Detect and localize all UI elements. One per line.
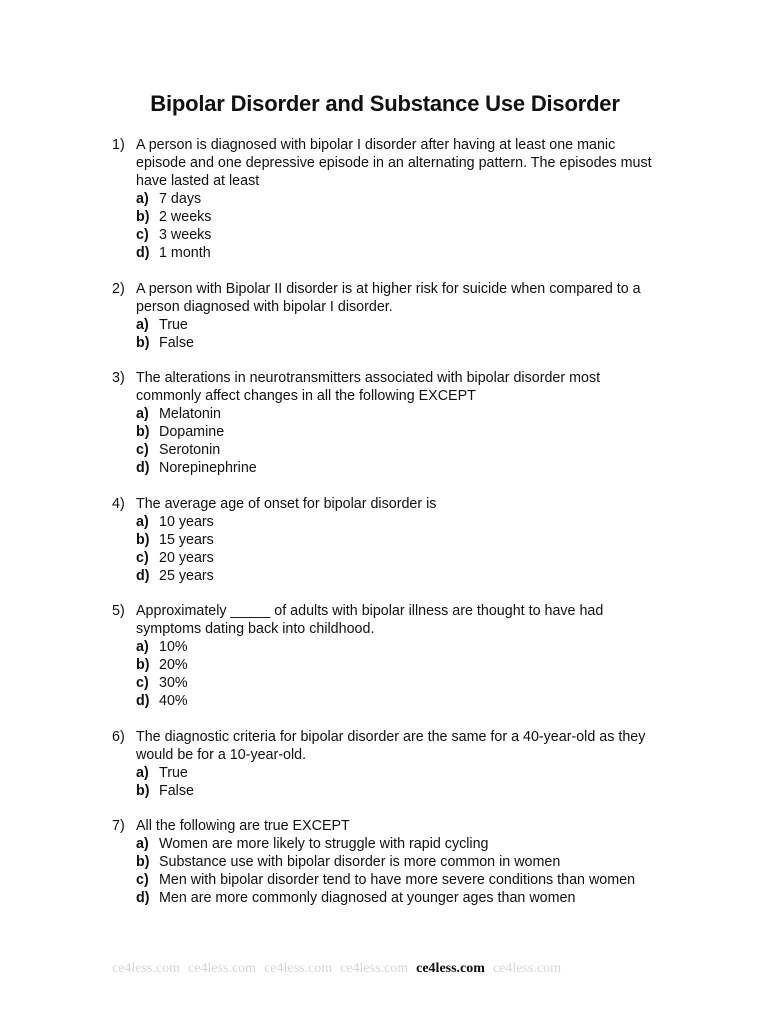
option-text: Norepinephrine bbox=[159, 460, 257, 476]
answer-option bbox=[136, 405, 652, 423]
option-letter: a) bbox=[136, 316, 149, 333]
option-letter: a) bbox=[136, 191, 149, 207]
option-text: Women are more likely to struggle with rapid cycling bbox=[159, 836, 489, 852]
option-letter: c) bbox=[136, 872, 149, 888]
answer-option bbox=[136, 549, 652, 567]
answer-option bbox=[136, 423, 652, 441]
answer-option bbox=[136, 889, 652, 907]
option-text: 10 years bbox=[159, 513, 214, 530]
option-text: Men with bipolar disorder tend to have more severe conditions than women bbox=[159, 872, 636, 888]
answer-option bbox=[136, 835, 652, 853]
answer-options bbox=[136, 835, 652, 907]
option-text: False bbox=[159, 782, 194, 799]
option-letter: c) bbox=[136, 442, 149, 458]
option-text: 20% bbox=[159, 657, 188, 673]
question-item bbox=[112, 136, 652, 262]
option-text: 3 weeks bbox=[159, 227, 212, 243]
answer-option bbox=[136, 674, 652, 692]
option-text: 10% bbox=[159, 639, 188, 655]
option-text: 7 days bbox=[159, 191, 202, 207]
question-number: 1) bbox=[112, 137, 125, 153]
answer-option bbox=[136, 692, 652, 710]
option-letter: b) bbox=[136, 334, 150, 351]
question-number: 7) bbox=[112, 818, 125, 834]
watermark-text: ce4less.com bbox=[264, 961, 333, 976]
watermark-text: ce4less.com bbox=[188, 961, 257, 976]
question-number: 2) bbox=[112, 280, 125, 297]
option-letter: b) bbox=[136, 424, 150, 440]
option-letter: d) bbox=[136, 245, 150, 261]
option-text: True bbox=[159, 316, 188, 333]
option-text: True bbox=[159, 764, 188, 781]
answer-options bbox=[136, 190, 652, 262]
option-letter: d) bbox=[136, 460, 150, 476]
answer-option bbox=[136, 208, 652, 226]
option-text: 20 years bbox=[159, 549, 214, 566]
option-letter: d) bbox=[136, 693, 150, 709]
answer-option bbox=[136, 531, 652, 549]
question-text: All the following are true EXCEPT bbox=[136, 818, 350, 834]
answer-option bbox=[136, 871, 652, 889]
answer-option bbox=[136, 782, 652, 800]
question-number: 5) bbox=[112, 603, 125, 619]
option-text: Melatonin bbox=[159, 406, 221, 422]
watermark-text: ce4less.com bbox=[492, 961, 561, 976]
answer-options bbox=[136, 513, 652, 585]
option-letter: b) bbox=[136, 209, 150, 225]
option-text: Substance use with bipolar disorder is more common in women bbox=[159, 854, 561, 870]
question-number: 4) bbox=[112, 495, 125, 512]
option-text: 1 month bbox=[159, 245, 211, 261]
question-number: 6) bbox=[112, 728, 125, 745]
answer-option bbox=[136, 638, 652, 656]
option-text: 40% bbox=[159, 693, 188, 709]
answer-option bbox=[136, 764, 652, 782]
option-text: Dopamine bbox=[159, 424, 225, 440]
question-item bbox=[112, 728, 652, 800]
option-letter: b) bbox=[136, 531, 150, 548]
question-text: A person with Bipolar II disorder is at higher risk for suicide when compared to a person diagnosed with bipolar I disorder. bbox=[136, 280, 641, 315]
question-text: Approximately _____ of adults with bipolar illness are thought to have had symptoms dating back into childhood. bbox=[136, 603, 604, 637]
question-text: The average age of onset for bipolar disorder is bbox=[136, 495, 437, 512]
footer-watermark bbox=[112, 961, 672, 977]
option-letter: a) bbox=[136, 406, 149, 422]
answer-options bbox=[136, 638, 652, 710]
option-text: Serotonin bbox=[159, 442, 221, 458]
option-letter: c) bbox=[136, 675, 149, 691]
option-text: 15 years bbox=[159, 531, 214, 548]
question-item bbox=[112, 602, 652, 710]
option-letter: d) bbox=[136, 567, 150, 584]
answer-option bbox=[136, 853, 652, 871]
question-item bbox=[112, 495, 652, 585]
question-text: A person is diagnosed with bipolar I disorder after having at least one manic episode and one depressive episode in an alternating pattern. The episodes must have lasted at least bbox=[136, 137, 652, 189]
answer-option bbox=[136, 567, 652, 585]
option-text: 2 weeks bbox=[159, 209, 212, 225]
option-letter: c) bbox=[136, 227, 149, 243]
question-item bbox=[112, 369, 652, 477]
watermark-text: ce4less.com bbox=[112, 961, 181, 976]
answer-option bbox=[136, 334, 652, 352]
answer-options bbox=[136, 405, 652, 477]
footer-brand-link[interactable]: ce4less.com bbox=[416, 961, 485, 976]
option-letter: b) bbox=[136, 854, 150, 870]
question-text: The diagnostic criteria for bipolar disorder are the same for a 40-year-old as they would be for a 10-year-old. bbox=[136, 728, 646, 763]
option-letter: b) bbox=[136, 782, 150, 799]
watermark-text: ce4less.com bbox=[340, 961, 409, 976]
question-list bbox=[112, 136, 652, 925]
question-text: The alterations in neurotransmitters associated with bipolar disorder most commonly affect changes in all the following EXCEPT bbox=[136, 370, 601, 404]
answer-option bbox=[136, 459, 652, 477]
option-letter: d) bbox=[136, 890, 150, 906]
option-text: 30% bbox=[159, 675, 188, 691]
answer-option bbox=[136, 316, 652, 334]
answer-option bbox=[136, 441, 652, 459]
option-letter: c) bbox=[136, 549, 149, 566]
question-item bbox=[112, 817, 652, 907]
option-letter: a) bbox=[136, 836, 149, 852]
option-letter: a) bbox=[136, 639, 149, 655]
answer-option bbox=[136, 190, 652, 208]
answer-options bbox=[136, 316, 652, 352]
option-letter: a) bbox=[136, 513, 149, 530]
option-text: Men are more commonly diagnosed at younger ages than women bbox=[159, 890, 576, 906]
option-letter: b) bbox=[136, 657, 150, 673]
answer-option bbox=[136, 656, 652, 674]
page-title: Bipolar Disorder and Substance Use Disorder bbox=[150, 91, 620, 116]
option-text: 25 years bbox=[159, 567, 214, 584]
option-letter: a) bbox=[136, 764, 149, 781]
answer-options bbox=[136, 764, 652, 800]
question-number: 3) bbox=[112, 370, 125, 386]
answer-option bbox=[136, 244, 652, 262]
answer-option bbox=[136, 513, 652, 531]
option-text: False bbox=[159, 334, 194, 351]
question-item bbox=[112, 280, 652, 352]
answer-option bbox=[136, 226, 652, 244]
